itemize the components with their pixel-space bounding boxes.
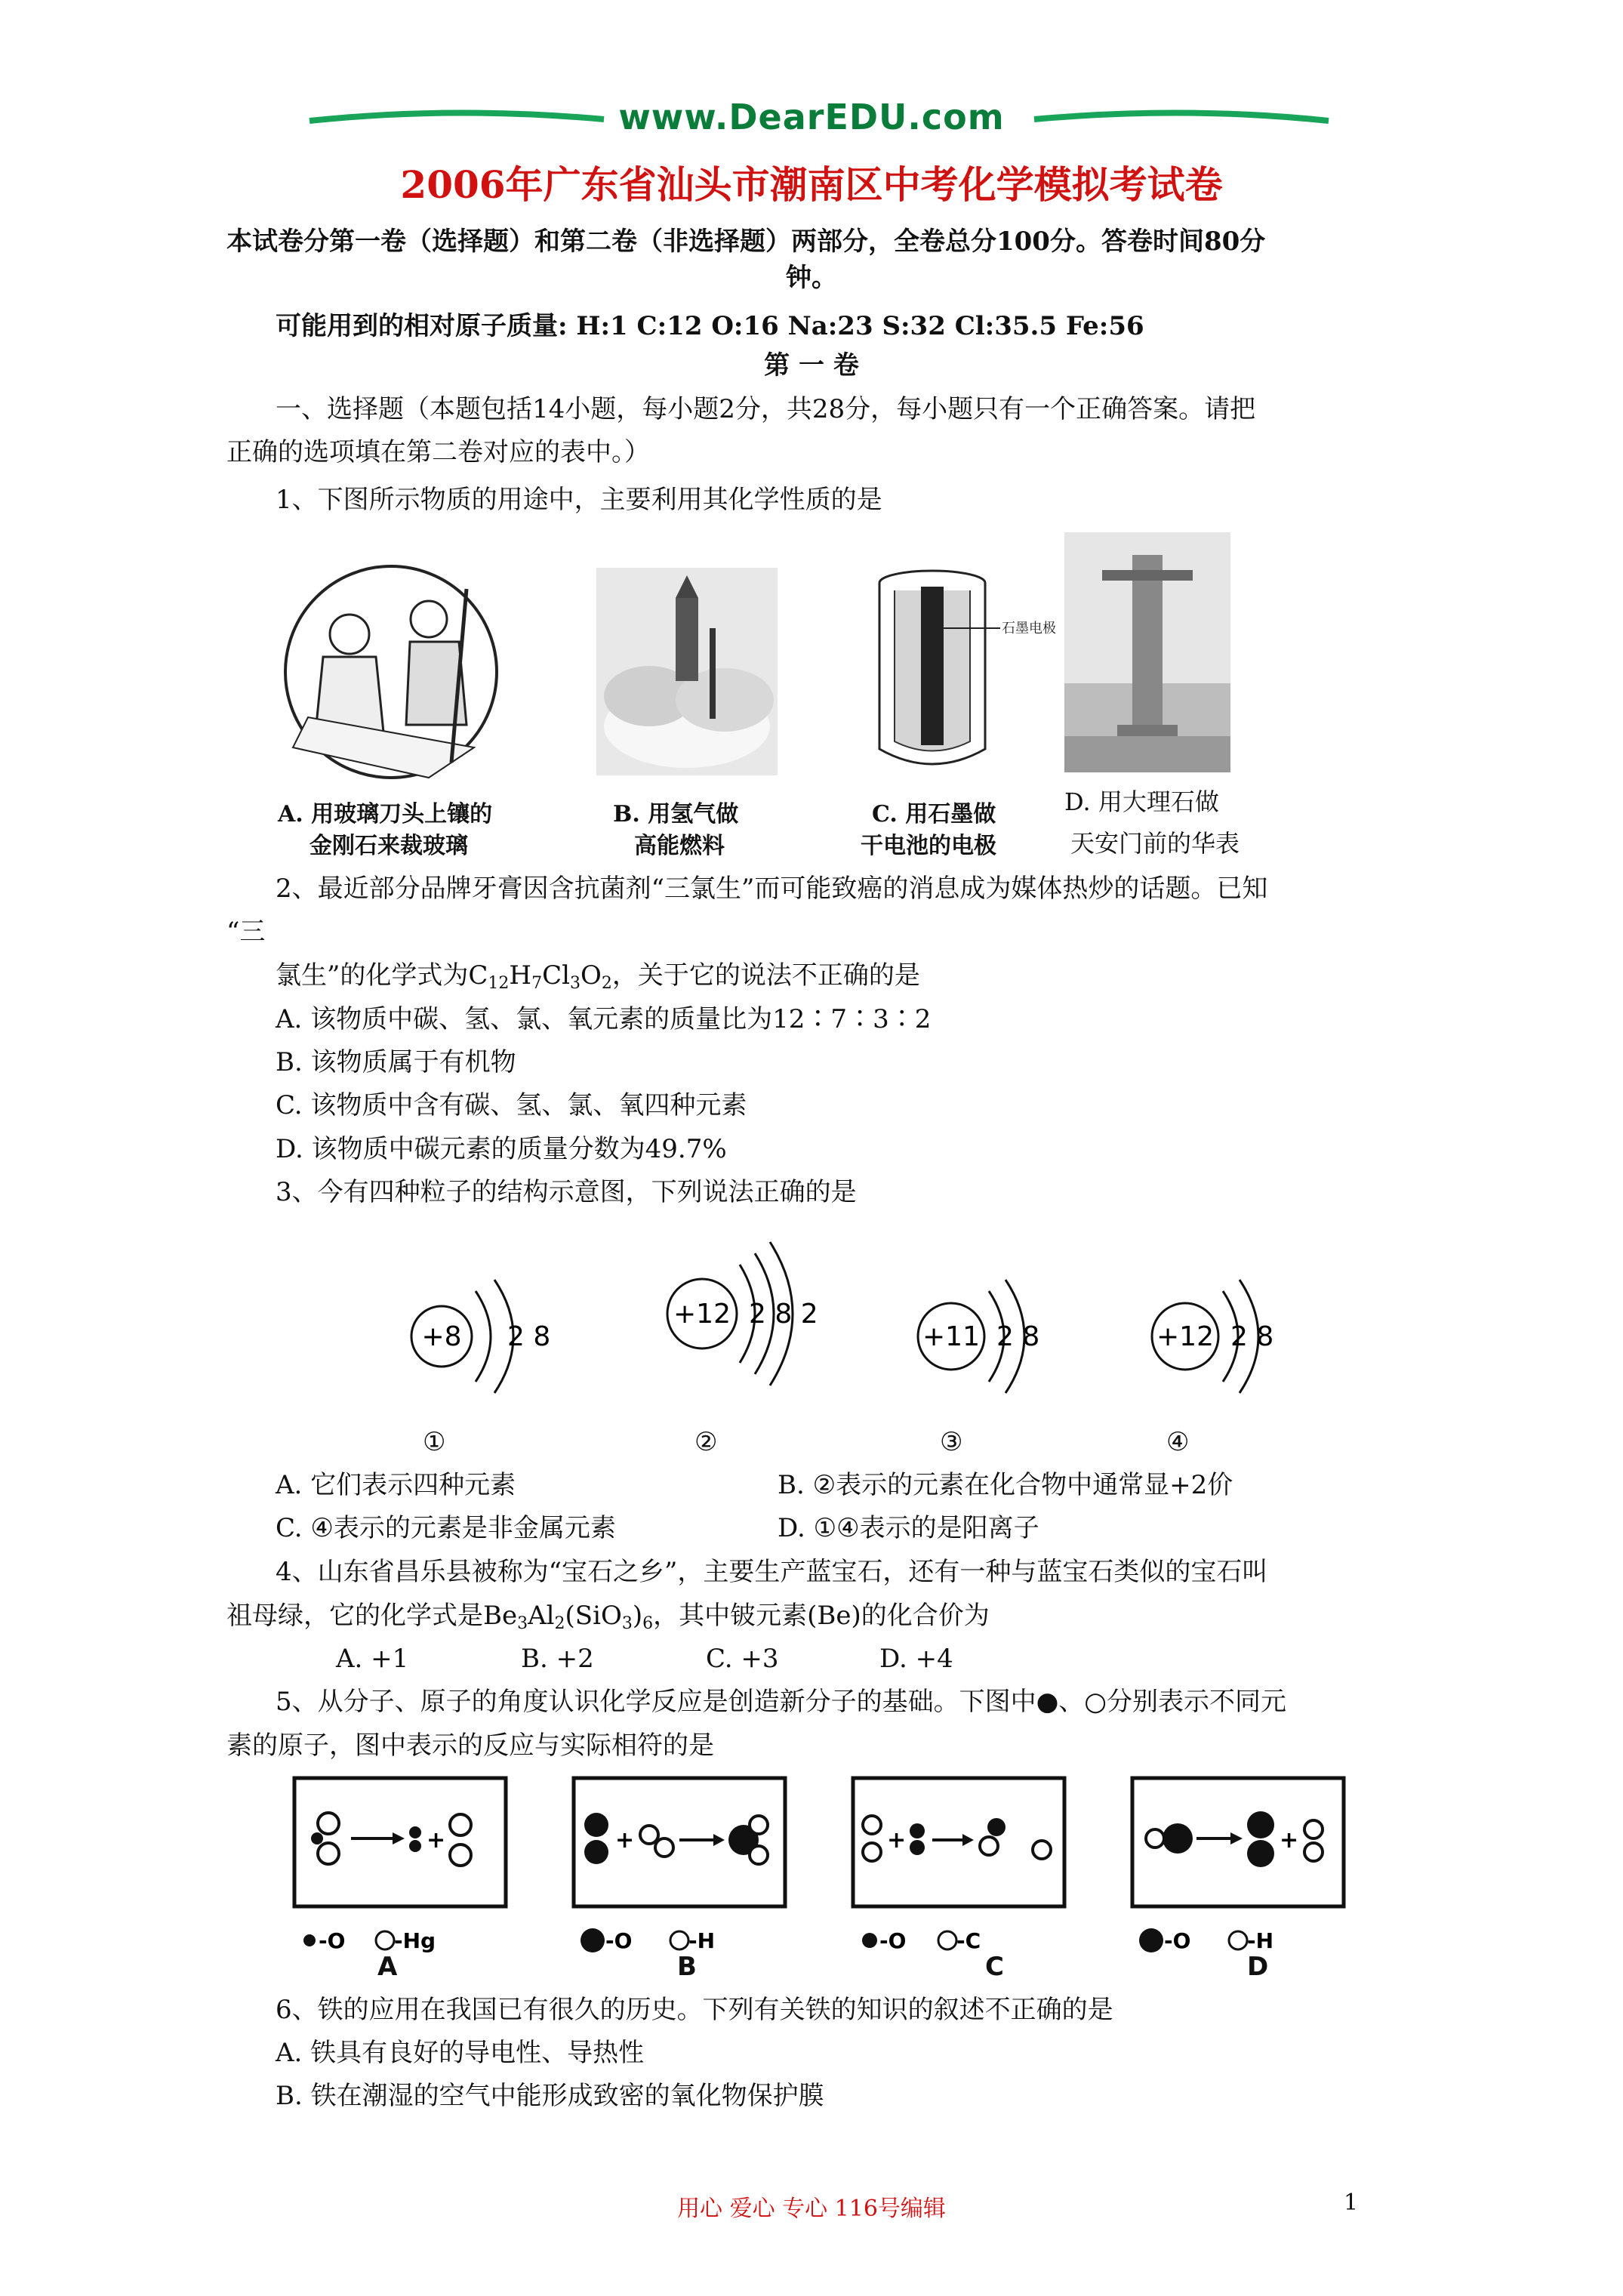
page-title: 2006年广东省汕头市潮南区中考化学模拟考试卷 xyxy=(400,162,1223,207)
q2-option-c: C. 该物质中含有碳、氢、氯、氧四种元素 xyxy=(276,1090,747,1120)
svg-text:+: + xyxy=(615,1827,635,1854)
rocket-launch-image xyxy=(596,568,778,775)
q4-option-b: B. +2 xyxy=(521,1644,594,1674)
q2-stem-line1b: “三 xyxy=(226,917,266,947)
reaction-box-d xyxy=(1132,1778,1344,1906)
q2-option-b: B. 该物质属于有机物 xyxy=(276,1047,516,1077)
svg-text:+: + xyxy=(1280,1827,1299,1854)
diamond-cutter-image xyxy=(278,559,504,785)
particle-2 xyxy=(667,1242,818,1385)
particle-1 xyxy=(411,1280,550,1393)
q6-option-a: A. 铁具有良好的导电性、导热性 xyxy=(276,2038,645,2068)
legend-a xyxy=(303,1928,436,1953)
reaction-label-b: B xyxy=(677,1952,697,1982)
intro-line2: 钟。 xyxy=(786,263,837,293)
particle-1-nucleus: +8 xyxy=(421,1321,462,1352)
q4-stem-line2: 祖母绿，它的化学式是$Be_3Al_2(SiO_3)_6$，其中铍元素(Be)的化合价为 xyxy=(226,1601,990,1633)
q3-option-a: A. 它们表示四种元素 xyxy=(276,1470,516,1500)
legend-c xyxy=(862,1928,981,1953)
section-title: 第 一 卷 xyxy=(764,350,859,381)
q3-stem: 3、今有四种粒子的结构示意图，下列说法正确的是 xyxy=(276,1177,857,1207)
svg-text:-O: -O xyxy=(879,1928,907,1953)
particle-3-shells: 2 8 xyxy=(996,1321,1040,1352)
huabiao-image xyxy=(1064,532,1230,772)
section1-line1: 一、选择题（本题包括14小题，每小题2分，共28分，每小题只有一个正确答案。请把 xyxy=(276,394,1256,424)
q2-option-a: A. 该物质中碳、氢、氯、氧元素的质量比为12∶7∶3∶2 xyxy=(276,1004,932,1034)
page-number: 1 xyxy=(1344,2190,1359,2216)
q4-stem-line1: 4、山东省昌乐县被称为“宝石之乡”，主要生产蓝宝石，还有一种与蓝宝石类似的宝石叫 xyxy=(276,1557,1268,1587)
q2-option-d: D. 该物质中碳元素的质量分数为49.7% xyxy=(276,1134,727,1164)
atomic-mass: 可能用到的相对原子质量: H:1 C:12 O:16 Na:23 S:32 Cl:35.5 Fe:56 xyxy=(276,311,1144,341)
q1-caption-b-1: B. 用氢气做 xyxy=(613,801,739,827)
svg-text:+: + xyxy=(427,1827,446,1854)
particle-1-label: ① xyxy=(423,1427,446,1457)
q4-option-d: D. +4 xyxy=(879,1644,953,1674)
q5-stem-line1: 5、从分子、原子的角度认识化学反应是创造新分子的基础。下图中●、○分别表示不同元 xyxy=(276,1687,1286,1717)
q4-option-a: A. +1 xyxy=(336,1644,409,1674)
svg-text:+: + xyxy=(887,1827,907,1854)
q5-stem-line2: 素的原子，图中表示的反应与实际相符的是 xyxy=(226,1730,714,1761)
q2-stem-line1: 2、最近部分品牌牙膏因含抗菌剂“三氯生”而可能致癌的消息成为媒体热炒的话题。已知 xyxy=(276,874,1268,904)
particle-1-shells: 2 8 xyxy=(507,1321,551,1352)
battery-label: 石墨电极 xyxy=(1002,621,1056,636)
svg-text:-O: -O xyxy=(1164,1928,1191,1953)
section1-line2: 正确的选项填在第二卷对应的表中。） xyxy=(226,437,650,467)
q2-stem-line2: 氯生”的化学式为$C_{12}H_7Cl_3O_2$，关于它的说法不正确的是 xyxy=(276,960,920,993)
q1-caption-c-2: 干电池的电极 xyxy=(861,833,996,859)
intro-line1: 本试卷分第一卷（选择题）和第二卷（非选择题）两部分，全卷总分100分。答卷时间80分 xyxy=(226,227,1266,257)
svg-text:-H: -H xyxy=(688,1928,716,1953)
q3-option-c: C. ④表示的元素是非金属元素 xyxy=(276,1513,616,1543)
q1-caption-a-2: 金刚石来裁玻璃 xyxy=(310,833,468,859)
q1-caption-d-1: D. 用大理石做 xyxy=(1064,787,1219,816)
q1-caption-a-1: A. 用玻璃刀头上镶的 xyxy=(278,801,493,827)
reaction-label-c: C xyxy=(985,1952,1004,1982)
svg-text:-O: -O xyxy=(319,1928,346,1953)
q1-caption-b-2: 高能燃料 xyxy=(634,833,725,859)
q3-option-d: D. ①④表示的是阳离子 xyxy=(778,1513,1039,1543)
q3-option-b: B. ②表示的元素在化合物中通常显+2价 xyxy=(778,1470,1233,1500)
reaction-box-c xyxy=(853,1778,1064,1906)
q6-stem: 6、铁的应用在我国已有很久的历史。下列有关铁的知识的叙述不正确的是 xyxy=(276,1995,1113,2025)
svg-text:-Hg: -Hg xyxy=(394,1928,436,1953)
svg-text:-H: -H xyxy=(1247,1928,1274,1953)
dry-battery-image xyxy=(872,568,1068,783)
particle-3-label: ③ xyxy=(940,1427,963,1457)
reaction-box-a xyxy=(294,1778,506,1906)
particle-2-shells: 2 8 2 xyxy=(749,1299,818,1330)
particle-4-label: ④ xyxy=(1166,1427,1190,1457)
svg-text:-O: -O xyxy=(605,1928,633,1953)
reaction-box-b xyxy=(574,1778,785,1906)
particle-3 xyxy=(918,1280,1039,1393)
particle-diagrams xyxy=(393,1238,1329,1419)
particle-3-nucleus: +11 xyxy=(922,1321,980,1352)
header-url: www.DearEDU.com xyxy=(618,97,1005,137)
page-footer: 用心 爱心 专心 116号编辑 xyxy=(677,2196,946,2222)
particle-4-shells: 2 8 xyxy=(1230,1321,1274,1352)
particle-2-nucleus: +12 xyxy=(673,1299,731,1330)
q4-option-c: C. +3 xyxy=(706,1644,779,1674)
q1-caption-d-2: 天安门前的华表 xyxy=(1070,829,1240,858)
q6-option-b: B. 铁在潮湿的空气中能形成致密的氧化物保护膜 xyxy=(276,2081,824,2111)
particle-4-nucleus: +12 xyxy=(1156,1321,1214,1352)
reaction-label-a: A xyxy=(377,1952,398,1982)
q1-stem: 1、下图所示物质的用途中，主要利用其化学性质的是 xyxy=(276,485,882,515)
reaction-label-d: D xyxy=(1247,1952,1269,1982)
particle-2-label: ② xyxy=(694,1427,718,1457)
particle-4 xyxy=(1152,1280,1273,1393)
q1-caption-c-1: C. 用石墨做 xyxy=(872,801,996,827)
svg-text:-C: -C xyxy=(956,1928,981,1953)
